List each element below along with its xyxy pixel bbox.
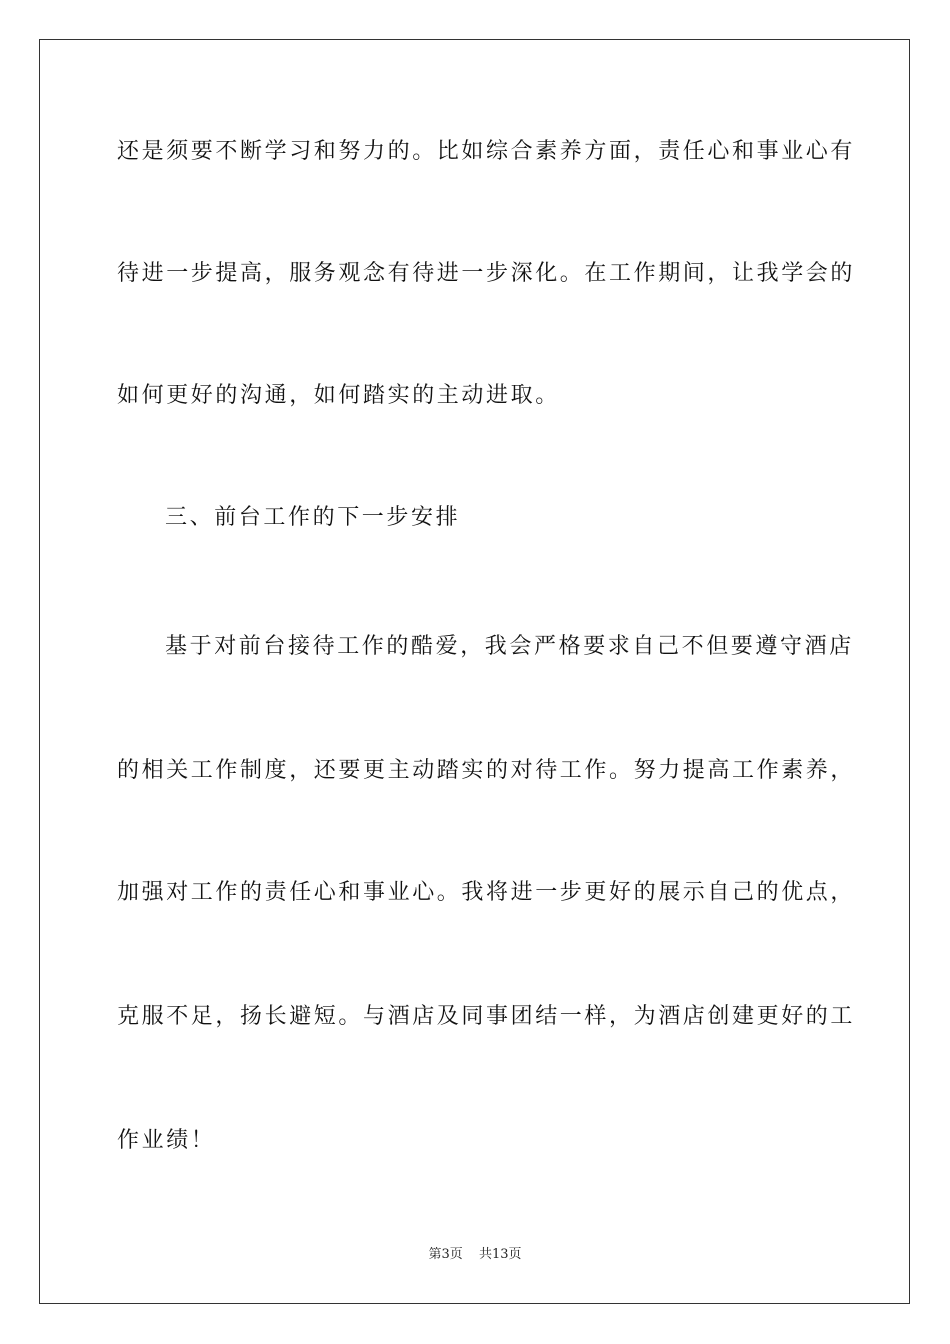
text-line-9: 作业绩！	[117, 1128, 216, 1153]
text-line-8: 克服不足，扬长避短。与酒店及同事团结一样，为酒店创建更好的工	[117, 1004, 856, 1029]
page-footer	[0, 1246, 950, 1264]
text-line-7: 加强对工作的责任心和事业心。我将进一步更好的展示自己的优点，	[117, 880, 856, 905]
text-line-1: 还是须要不断学习和努力的。比如综合素养方面，责任心和事业心有	[117, 139, 856, 164]
text-line-3: 如何更好的沟通，如何踏实的主动进取。	[117, 383, 560, 408]
text-line-5: 基于对前台接待工作的酷爱，我会严格要求自己不但要遵守酒店	[165, 634, 854, 659]
text-line-2: 待进一步提高，服务观念有待进一步深化。在工作期间，让我学会的	[117, 261, 856, 286]
page-border	[39, 39, 910, 1304]
section-heading: 三、前台工作的下一步安排	[165, 505, 461, 530]
page-number-total: 共13页	[478, 1247, 522, 1262]
text-line-6: 的相关工作制度，还要更主动踏实的对待工作。努力提高工作素养，	[117, 758, 856, 783]
page-number-current: 第3页	[428, 1247, 463, 1262]
